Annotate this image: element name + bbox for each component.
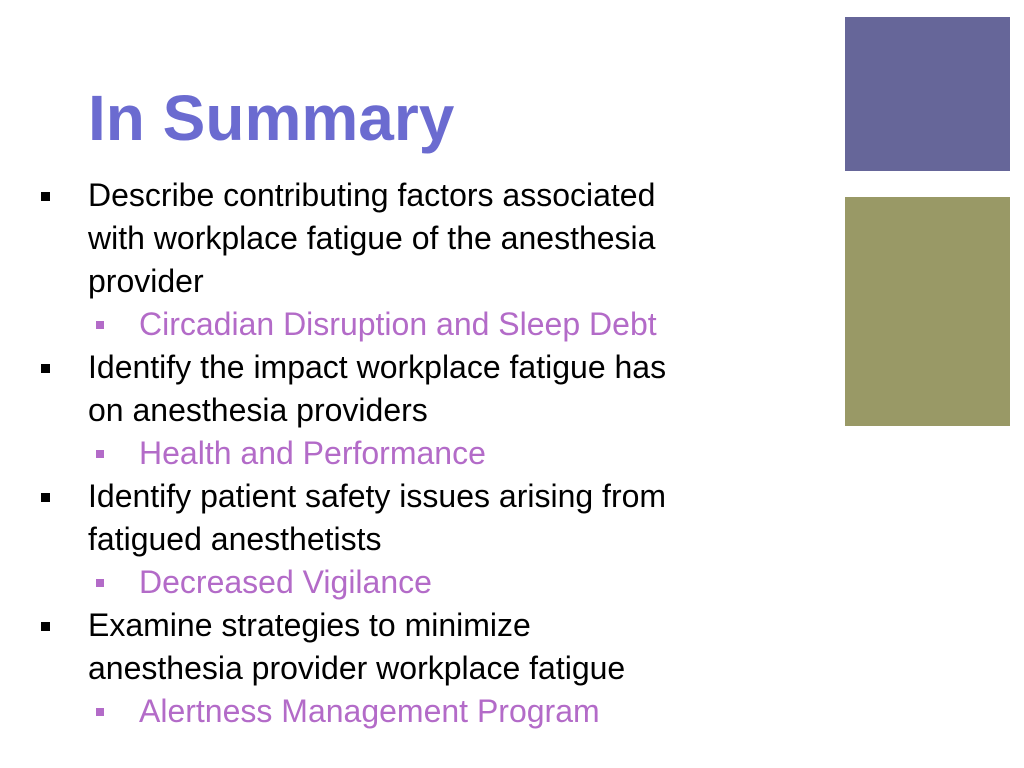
- bullet-text-line: Describe contributing factors associated: [88, 177, 656, 213]
- bullet-item: [0, 604, 830, 690]
- sub-bullet-text: Circadian Disruption and Sleep Debt: [139, 306, 657, 342]
- square-bullet-icon: [41, 192, 50, 201]
- square-sub-bullet-icon: [96, 450, 104, 458]
- sub-bullet-text: Alertness Management Program: [139, 693, 600, 729]
- sub-bullet-item: [0, 561, 830, 604]
- bullet-item: [0, 475, 830, 561]
- bullet-text-line: on anesthesia providers: [88, 392, 428, 428]
- bullet-text-line: with workplace fatigue of the anesthesia: [88, 220, 656, 256]
- bullet-text-line: Identify the impact workplace fatigue has: [88, 349, 667, 385]
- bullet-text-line: anesthesia provider workplace fatigue: [88, 650, 626, 686]
- square-bullet-icon: [41, 364, 50, 373]
- slide-title: In Summary: [88, 82, 455, 154]
- decorative-block-bottom: [845, 197, 1010, 426]
- square-sub-bullet-icon: [96, 579, 104, 587]
- sub-bullet-item: [0, 690, 830, 733]
- sub-bullet-text: Health and Performance: [139, 435, 486, 471]
- square-sub-bullet-icon: [96, 708, 104, 716]
- bullet-list: [0, 174, 830, 733]
- square-sub-bullet-icon: [96, 321, 104, 329]
- bullet-text-line: provider: [88, 263, 204, 299]
- bullet-item: [0, 346, 830, 432]
- bullet-text-line: fatigued anesthetists: [88, 521, 382, 557]
- bullet-text-line: Identify patient safety issues arising from: [88, 478, 667, 514]
- sub-bullet-text: Decreased Vigilance: [139, 564, 432, 600]
- bullet-item: [0, 174, 830, 303]
- decorative-block-top: [845, 17, 1010, 171]
- sub-bullet-item: [0, 303, 830, 346]
- sub-bullet-item: [0, 432, 830, 475]
- square-bullet-icon: [41, 622, 50, 631]
- bullet-text-line: Examine strategies to minimize: [88, 607, 531, 643]
- square-bullet-icon: [41, 493, 50, 502]
